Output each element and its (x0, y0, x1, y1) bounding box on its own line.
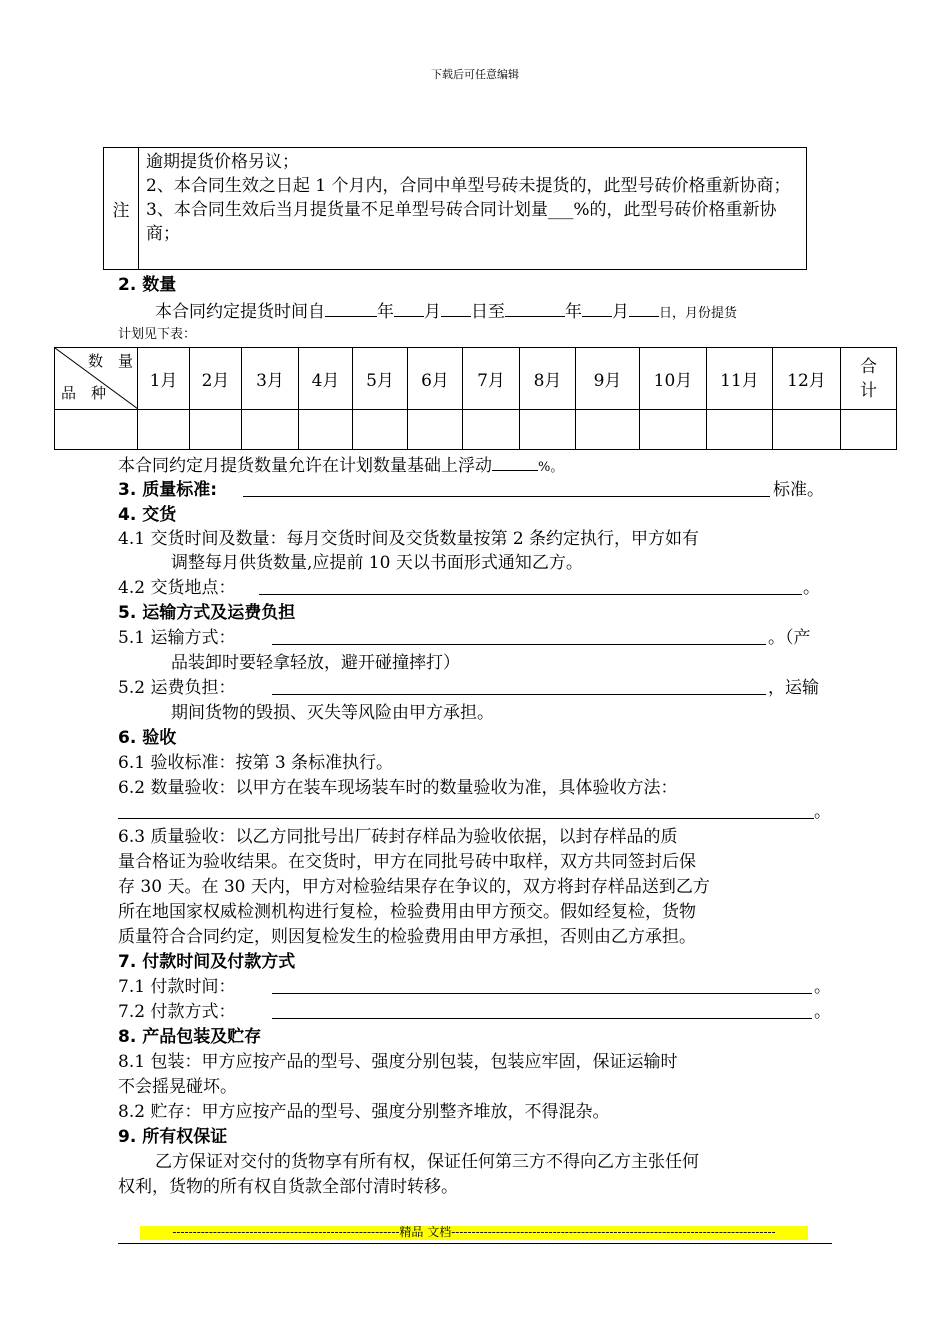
section-5-2b: 期间货物的毁损、灭失等风险由甲方承担。 (171, 703, 494, 723)
month-header: 1月 (138, 348, 190, 409)
blank-field[interactable] (505, 298, 565, 317)
table-corner-cell (55, 348, 138, 409)
note-table (103, 147, 807, 270)
corner-bottom-label: 品 种 (61, 384, 107, 402)
section-6-2: 6.2 数量验收：以甲方在装车现场装车时的数量验收为准，具体验收方法： (118, 778, 678, 798)
text: 年 (377, 302, 394, 322)
section-5-2-tail: ，运输 (768, 678, 819, 698)
month-header: 7月 (463, 348, 520, 409)
section-5-1: 5.1 运输方式： (118, 628, 236, 648)
section-5-1b: 品装卸时要轻拿轻放，避开碰撞摔打） (171, 653, 460, 673)
section-2-heading: 2. 数量 (118, 275, 177, 295)
section-8-1b: 不会摇晃碰坏。 (118, 1077, 237, 1097)
section-7-1-tail: 。 (814, 977, 831, 997)
text: 日，月份提货 (659, 306, 738, 321)
blank-field[interactable] (272, 1018, 812, 1019)
table-cell[interactable] (640, 409, 707, 449)
blank-field[interactable] (441, 298, 471, 317)
table-cell[interactable] (463, 409, 520, 449)
text: 日至 (471, 302, 505, 322)
section-6-3-line: 存 30 天。在 30 天内，甲方对检验结果存在争议的，双方将封存样品送到乙方 (118, 877, 710, 897)
table-cell[interactable] (299, 409, 353, 449)
blank-field[interactable] (272, 644, 766, 645)
section-3-tail: 标准。 (773, 480, 824, 500)
text: %。 (538, 460, 564, 475)
section-8-2: 8.2 贮存：甲方应按产品的型号、强度分别整齐堆放，不得混杂。 (118, 1102, 610, 1122)
section-8-1: 8.1 包装：甲方应按产品的型号、强度分别包装，包装应牢固，保证运输时 (118, 1052, 678, 1072)
table-cell[interactable] (190, 409, 242, 449)
monthly-plan-table (54, 347, 897, 450)
section-5-2: 5.2 运费负担： (118, 678, 236, 698)
table-cell[interactable] (576, 409, 640, 449)
table-cell[interactable] (138, 409, 190, 449)
section-5-1-tail: 。（产 (768, 628, 811, 648)
table-cell[interactable] (773, 409, 841, 449)
section-4-1: 4.1 交货时间及数量：每月交货时间及交货数量按第 2 条约定执行，甲方如有 (118, 529, 700, 549)
section-7-2-tail: 。 (814, 1002, 831, 1022)
section-4-1b: 调整每月供货数量,应提前 10 天以书面形式通知乙方。 (171, 553, 583, 573)
section-6-3-line: 量合格证为验收结果。在交货时，甲方在同批号砖中取样，双方共同签封后保 (118, 852, 696, 872)
text: 本合同约定提货时间自 (155, 302, 325, 322)
month-header: 3月 (242, 348, 299, 409)
section-2-line-2: 计划见下表： (118, 327, 197, 342)
blank-field[interactable] (118, 818, 814, 819)
section-9-p2: 权利，货物的所有权自货款全部付清时转移。 (118, 1177, 458, 1197)
table-cell[interactable] (242, 409, 299, 449)
note-text (146, 150, 806, 246)
section-7-1: 7.1 付款时间： (118, 977, 236, 997)
footer-text: --------------------------------------------------------精品 文档-------------------------------------------------------------------------------- (172, 1225, 776, 1239)
month-header: 6月 (408, 348, 463, 409)
corner-top-label: 数 量 (87, 352, 133, 370)
total-header: 合计 (860, 356, 877, 401)
table-cell[interactable] (707, 409, 773, 449)
section-9-p1: 乙方保证对交付的货物享有所有权，保证任何第三方不得向乙方主张任何 (155, 1152, 699, 1172)
month-header: 9月 (576, 348, 640, 409)
blank-field[interactable] (629, 298, 659, 317)
blank-field[interactable] (394, 298, 424, 317)
section-6-3-line: 6.3 质量验收：以乙方同批号出厂砖封存样品为验收依据，以封存样品的质 (118, 827, 678, 847)
month-header: 10月 (640, 348, 707, 409)
section-6-3-line: 质量符合合同约定，则因复检发生的检验费用由甲方承担，否则由乙方承担。 (118, 927, 696, 947)
table-cell[interactable] (408, 409, 463, 449)
section-7-2: 7.2 付款方式： (118, 1002, 236, 1022)
section-8-heading: 8. 产品包装及贮存 (118, 1027, 262, 1047)
month-header: 5月 (353, 348, 408, 409)
table-cell[interactable] (55, 409, 138, 449)
table-cell[interactable] (353, 409, 408, 449)
section-2-line-1 (155, 298, 737, 326)
section-3-heading: 3. 质量标准: (118, 480, 218, 500)
blank-field[interactable] (259, 594, 802, 595)
blank-field[interactable] (272, 993, 812, 994)
month-header: 4月 (299, 348, 353, 409)
section-6-heading: 6. 验收 (118, 728, 177, 748)
section-6-2-tail: 。 (814, 802, 831, 822)
month-header: 11月 (707, 348, 773, 409)
month-header: 8月 (520, 348, 576, 409)
section-4-2-tail: 。 (803, 578, 820, 598)
note-line-3: 3、本合同生效后当月提货量不足单型号砖合同计划量___%的，此型号砖价格重新协商； (146, 200, 777, 244)
page-header: 下载后可任意编辑 (431, 68, 519, 81)
section-5-heading: 5. 运输方式及运费负担 (118, 603, 296, 623)
note-label: 注 (104, 148, 139, 269)
blank-field[interactable] (582, 298, 612, 317)
text: 月 (612, 302, 629, 322)
note-line-1: 逾期提货价格另议； (146, 152, 299, 172)
blank-field[interactable] (325, 298, 377, 317)
section-6-1: 6.1 验收标准：按第 3 条标准执行。 (118, 753, 394, 773)
table-cell[interactable] (520, 409, 576, 449)
footer-rule (118, 1243, 832, 1244)
text: 月 (424, 302, 441, 322)
month-header: 12月 (773, 348, 841, 409)
text: 本合同约定月提货数量允许在计划数量基础上浮动 (118, 456, 492, 476)
section-6-3-line: 所在地国家权威检测机构进行复检，检验费用由甲方预交。假如经复检，货物 (118, 902, 696, 922)
section-4-2: 4.2 交货地点： (118, 578, 236, 598)
blank-field[interactable] (272, 694, 766, 695)
blank-field[interactable] (492, 452, 538, 471)
section-7-heading: 7. 付款时间及付款方式 (118, 952, 296, 972)
section-9-heading: 9. 所有权保证 (118, 1127, 228, 1147)
text: 年 (565, 302, 582, 322)
section-4-heading: 4. 交货 (118, 505, 177, 525)
float-line (118, 452, 563, 480)
note-line-2: 2、本合同生效之日起 1 个月内，合同中单型号砖未提货的，此型号砖价格重新协商； (146, 176, 791, 196)
month-header: 2月 (190, 348, 242, 409)
table-cell[interactable] (841, 409, 896, 449)
blank-field[interactable] (243, 496, 770, 497)
